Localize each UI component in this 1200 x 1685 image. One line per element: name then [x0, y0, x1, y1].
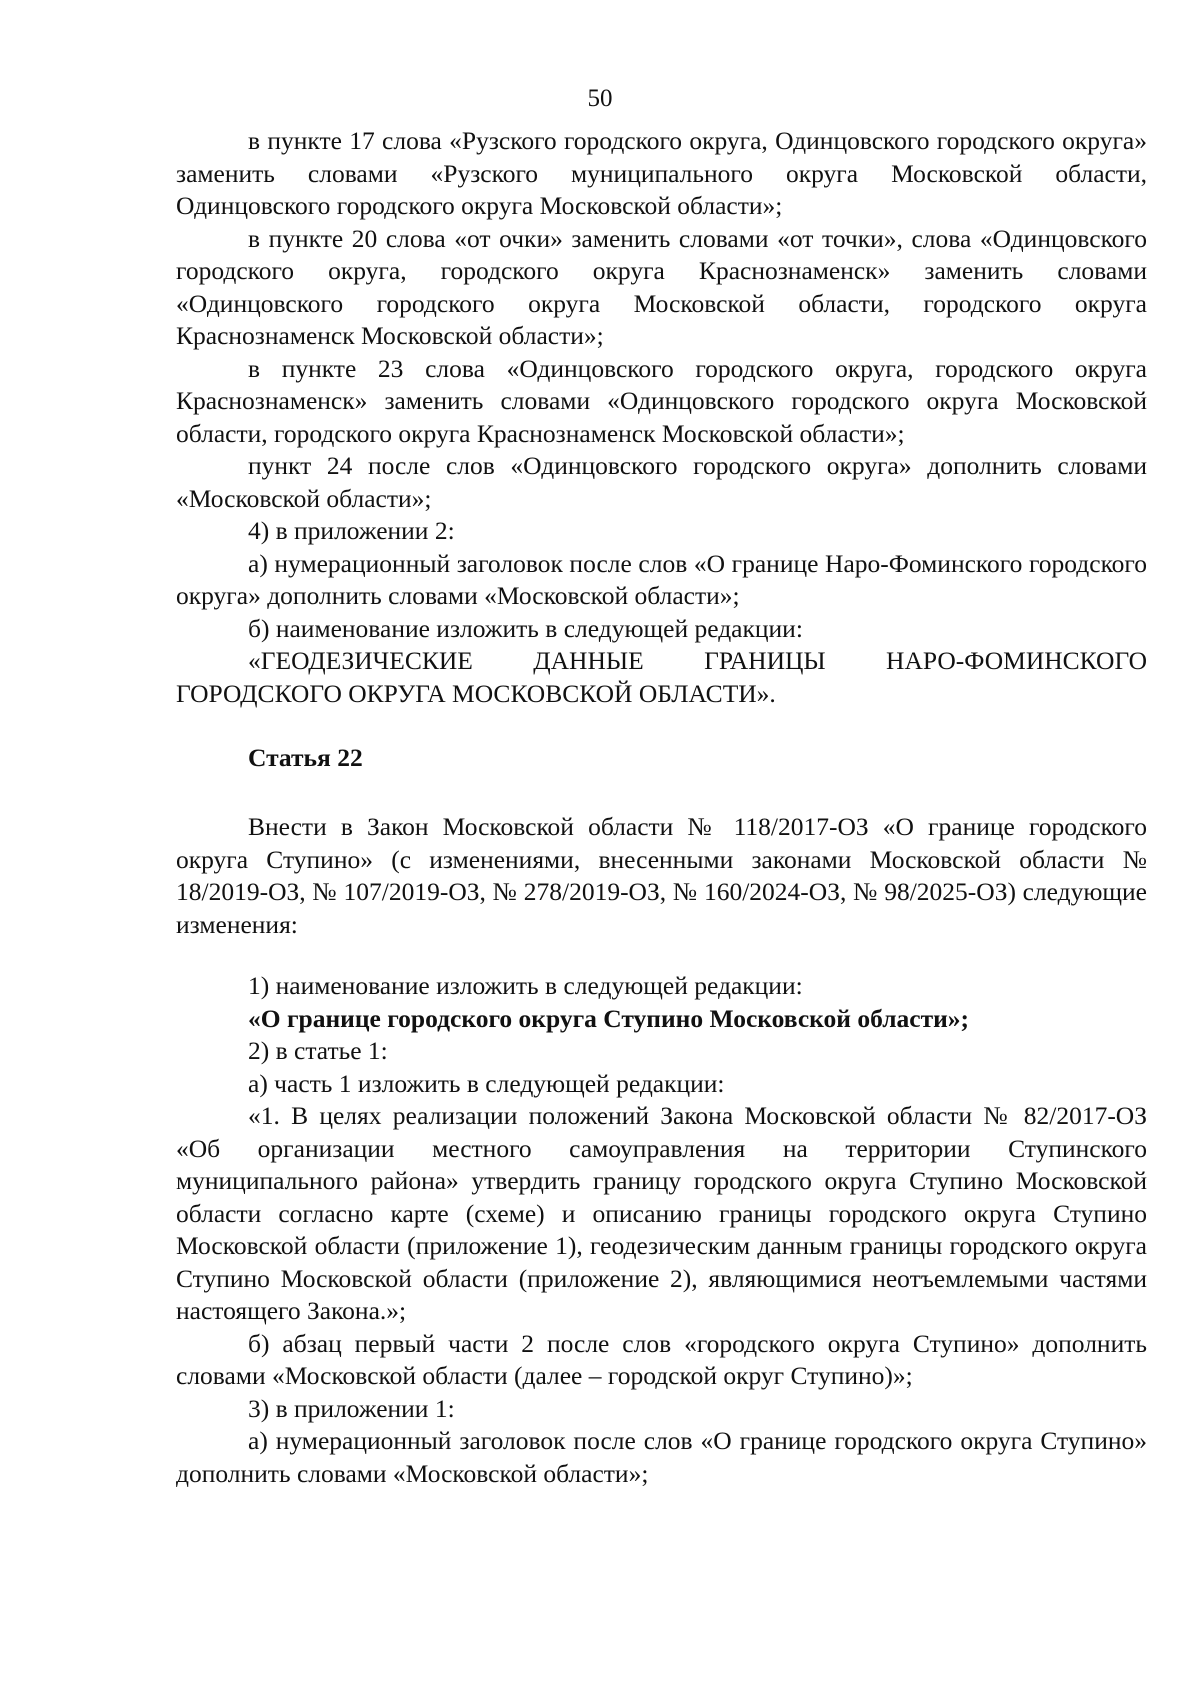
paragraph: 2) в статье 1: — [248, 1036, 388, 1065]
paragraph: б) наименование изложить в следующей редакции: — [248, 613, 803, 643]
page-number: 50 — [587, 85, 613, 112]
paragraph: а) нумерационный заголовок после слов «О границе Наро-Фоминского городского округа» дополнить словами «Московской области»; — [176, 548, 1147, 610]
article-22-intro — [176, 811, 1147, 941]
article-heading: Статья 22 — [248, 743, 363, 772]
paragraph: 1) наименование изложить в следующей редакции: — [248, 971, 803, 1000]
paragraph: в пункте 23 слова «Одинцовского городского округа, городского округа Краснознаменск» заменить словами «Одинцовского городского округа Московской области, городского округа Краснознаменск Московской области»; — [176, 353, 1147, 448]
paragraph: Внести в Закон Московской области № 118/2017-ОЗ «О границе городского округа Ступино» (с изменениями, внесенными законами Московской области № 18/2019-ОЗ, № 107/2019-ОЗ, № 278/2019-ОЗ, № 160/2024-ОЗ, № 98/2025-ОЗ) следующие изменения: — [176, 812, 1147, 939]
quoted-title: «ГЕОДЕЗИЧЕСКИЕ ДАННЫЕ ГРАНИЦЫ НАРО-ФОМИНСКОГО ГОРОДСКОГО ОКРУГА МОСКОВСКОЙ ОБЛАСТИ». — [176, 646, 1147, 708]
paragraph: «1. В целях реализации положений Закона Московской области № 82/2017-ОЗ «Об организации местного самоуправления на территории Ступинского муниципального района» утвердить границу городского округа Ступино Московской области согласно карте (схеме) и описанию границы городского округа Ступино Московской области (приложение 1), геодезическим данным границы городского округа Ступино Московской области (приложение 2), являющимися неотъемлемыми частями настоящего Закона.»; — [176, 1101, 1147, 1325]
paragraph: б) абзац первый части 2 после слов «городского округа Ступино» дополнить словами «Московской области (далее – городской округ Ступино)»; — [176, 1328, 1147, 1390]
article-21-amendments — [176, 125, 1147, 710]
new-law-title: «О границе городского округа Ступино Московской области»; — [248, 1003, 970, 1033]
paragraph: 4) в приложении 2: — [248, 516, 455, 545]
article-22-amendments — [176, 970, 1147, 1490]
paragraph: пункт 24 после слов «Одинцовского городского округа» дополнить словами «Московской области»; — [176, 451, 1147, 513]
paragraph: а) нумерационный заголовок после слов «О границе городского округа Ступино» дополнить словами «Московской области»; — [176, 1426, 1147, 1488]
paragraph: 3) в приложении 1: — [248, 1393, 455, 1423]
paragraph: в пункте 17 слова «Рузского городского округа, Одинцовского городского округа» заменить словами «Рузского муниципального округа Московской области, Одинцовского городского округа Московской области»; — [176, 126, 1147, 220]
paragraph: в пункте 20 слова «от очки» заменить словами «от точки», слова «Одинцовского городского округа, городского округа Краснознаменск» заменить словами «Одинцовского городского округа Московской области, городского округа Краснознаменск Московской области»; — [176, 223, 1147, 350]
article-heading-block — [176, 742, 1147, 775]
paragraph: а) часть 1 изложить в следующей редакции: — [248, 1068, 725, 1098]
